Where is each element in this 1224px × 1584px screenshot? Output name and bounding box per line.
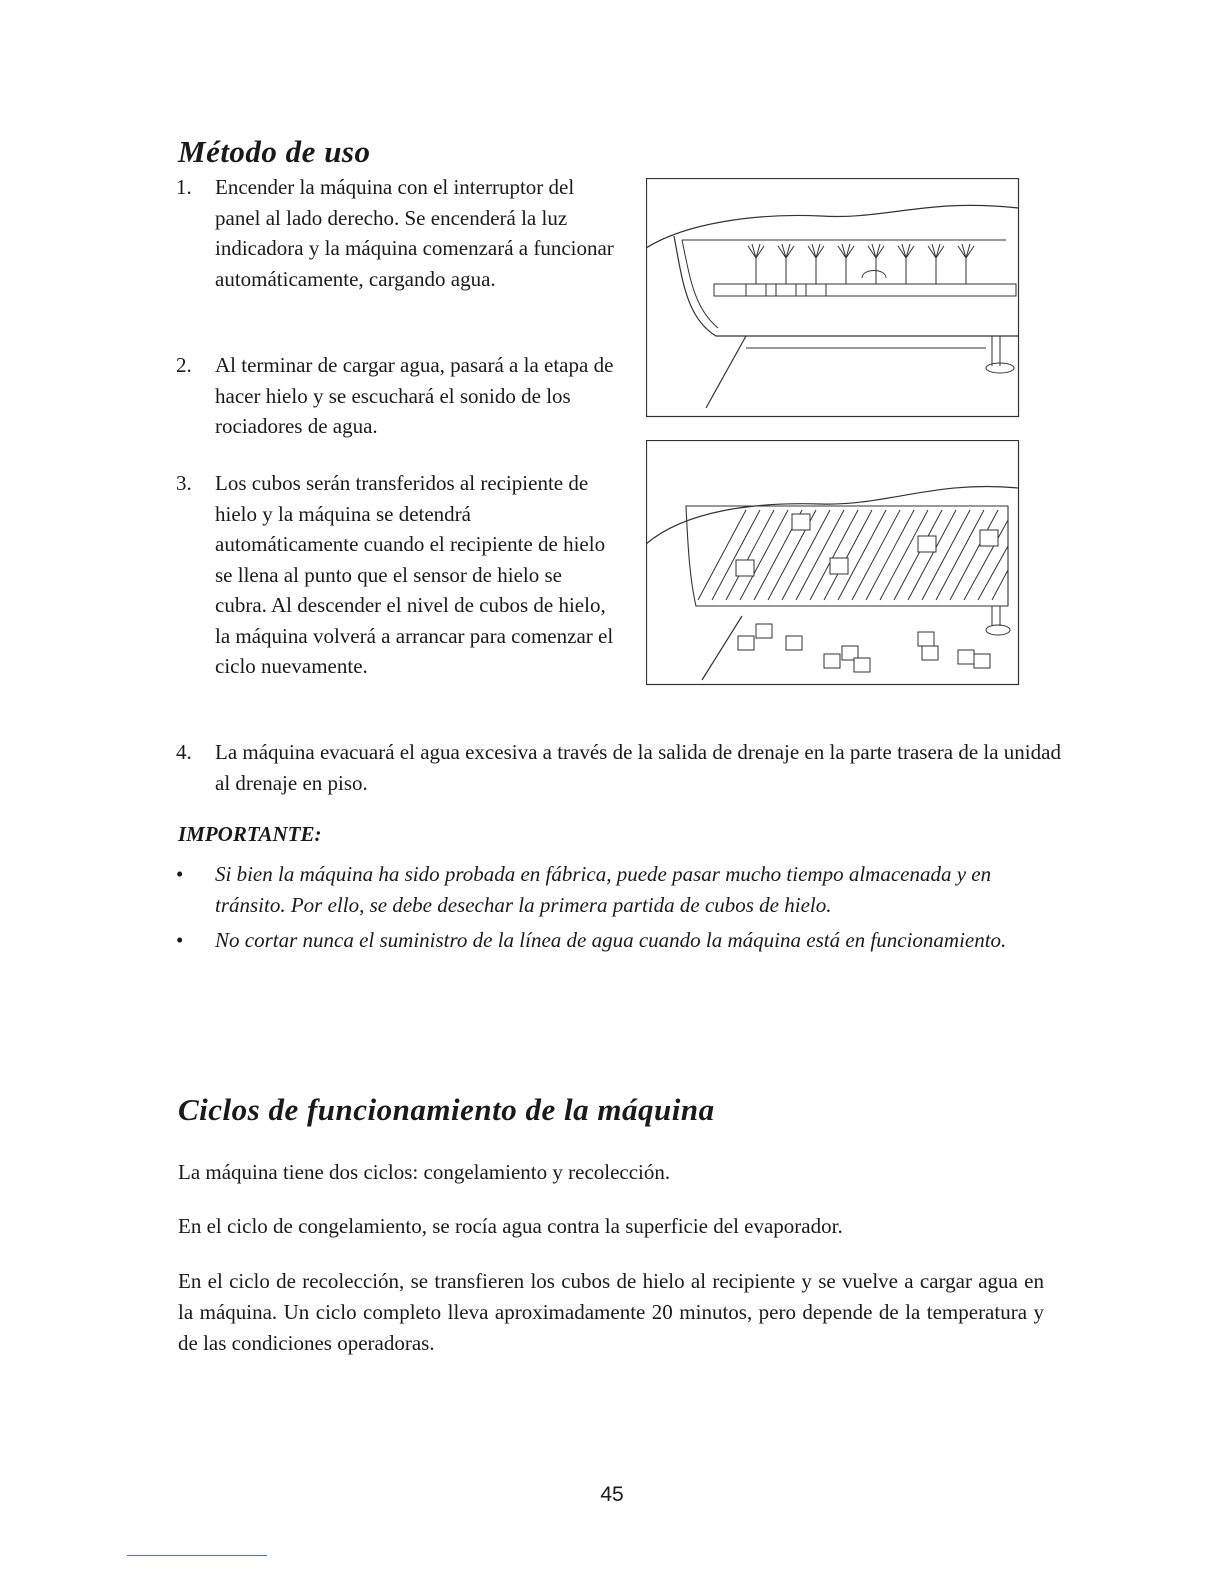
step-text: Los cubos serán transferidos al recipiente de hielo y la máquina se detendrá automáticamente cuando el recipiente de hielo se llena al punto que el sensor de hielo se cubra. Al descender el nivel de cubos de hielo, la máquina volverá a arrancar para comenzar el ciclo nuevamente.	[215, 471, 614, 678]
spray-illustration	[646, 178, 1020, 418]
step-number: 3.	[176, 471, 192, 495]
footer-rule	[127, 1555, 267, 1556]
step-text: Al terminar de cargar agua, pasará a la etapa de hacer hielo y se escuchará el sonido de los rociadores de agua.	[215, 353, 614, 438]
paragraph: En el ciclo de recolección, se transfieren los cubos de hielo al recipiente y se vuelve a cargar agua en la máquina. Un ciclo completo lleva aproximadamente 20 minutos, pero depende de la temperatura y de las condiciones operadoras.	[178, 1269, 1044, 1355]
section-title-ciclos: Ciclos de funcionamiento de la máquina	[178, 1092, 715, 1127]
bullet-dot: •	[176, 862, 184, 886]
bullet-dot: •	[176, 928, 184, 952]
step-number: 1.	[176, 175, 192, 199]
step-number: 4.	[176, 740, 192, 764]
page-number: 45	[600, 1483, 624, 1506]
ice-cubes-illustration	[646, 440, 1020, 686]
important-label: IMPORTANTE:	[178, 822, 322, 846]
section-title-metodo-de-uso: Método de uso	[178, 134, 371, 169]
paragraph: La máquina tiene dos ciclos: congelamiento y recolección.	[178, 1160, 671, 1184]
important-item-text: No cortar nunca el suministro de la línea de agua cuando la máquina está en funcionamiento.	[215, 928, 1007, 952]
step-number: 2.	[176, 353, 192, 377]
step-text: Encender la máquina con el interruptor del panel al lado derecho. Se encenderá la luz indicadora y la máquina comenzará a funcionar automáticamente, cargando agua.	[215, 175, 614, 291]
step-text: La máquina evacuará el agua excesiva a través de la salida de drenaje en la parte trasera de la unidad al drenaje en piso.	[215, 740, 1061, 795]
paragraph: En el ciclo de congelamiento, se rocía agua contra la superficie del evaporador.	[178, 1214, 843, 1238]
important-item-text: Si bien la máquina ha sido probada en fábrica, puede pasar mucho tiempo almacenada y en tránsito. Por ello, se debe desechar la primera partida de cubos de hielo.	[215, 862, 992, 917]
